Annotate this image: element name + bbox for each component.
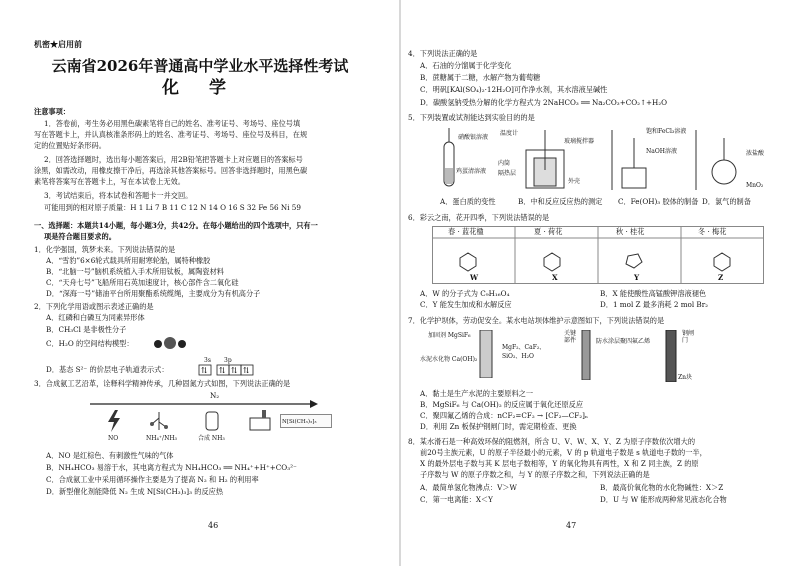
orbital-3s-label: 3s: [204, 357, 211, 364]
q2-option-c: C．H₂O 的空间结构模型：: [46, 339, 134, 348]
q5-label-fecl3: 饱和FeCl₃溶液: [646, 128, 687, 135]
page-number: 47: [566, 521, 577, 530]
q3-option-c: C．合成氨工业中采用循环操作主要是为了提高 N₂ 和 H₂ 的利用率: [46, 475, 259, 484]
page-number: 46: [208, 521, 219, 530]
q7-label-caoh2: 水泥水化物 Ca(OH)₂: [420, 356, 478, 363]
orbital-3p-label: 3p: [224, 357, 232, 364]
note-line: 1．答卷前，考生务必用黑色碳素笔将自己的姓名、准考证号、考场号、座位号填: [44, 119, 301, 128]
note-line: 2．回答选择题时，选出每小题答案后，用2B铅笔把答题卡上对应题目的答案标号: [44, 155, 303, 164]
q7-option-b: B．MgSiF₆ 与 Ca(OH)₂ 的反应属于氧化还原反应: [420, 400, 584, 409]
q5-label-mno2: MnO₂: [746, 182, 764, 189]
q4-option-d: D．碳酸氢钠受热分解的化学方程式为 2NaHCO₃ ══ Na₂CO₃+CO₂↑+H₂O: [420, 98, 668, 107]
confidential-stamp: 机密★启用前: [34, 39, 82, 49]
q7-label-mgsif6: 加固剂 MgSiF₆: [428, 332, 471, 339]
q5-option-b: B．中和反应反应热的测定: [518, 197, 603, 206]
molecule-x: X: [552, 273, 558, 282]
svg-text:⇅: ⇅: [219, 366, 226, 375]
q5-stem: 5．下列装置或试剂能达到实验目的的是: [408, 113, 535, 122]
fig-label-silyl: N[Si(CH₃)₃]₃: [282, 419, 317, 425]
molecule-y: Y: [634, 273, 640, 282]
q5-label-inner: 内筒: [498, 160, 511, 167]
subject-title: 化 学: [162, 78, 238, 98]
q1-option-a: A．“雪豹”6×6轮式载具所用耐寒轮胎，属特种橡胶: [46, 256, 211, 265]
q1-option-b: B．“北脑一号”脑机系统植入手术所用钛板，属陶瓷材料: [46, 267, 224, 276]
q8-line: 前20号主族元素，U 的原子半径最小的元素，V 的 p 轨道电子数是 s 轨道电子数的一半，: [420, 448, 707, 457]
q3-option-d: D．新型催化剂能降低 N₂ 生成 N[Si(CH₃)₃]₃ 的反应热: [46, 487, 224, 496]
key-part-icon: [580, 330, 592, 380]
fig-label-nh3: 合成 NH₃: [198, 435, 225, 442]
q5-label-thermometer: 温度计: [500, 130, 519, 137]
root-nodule-icon: [148, 410, 170, 432]
q4-option-c: C．明矾[KAl(SO₄)₂·12H₂O]可作净水剂，其水溶液呈碱性: [420, 85, 608, 94]
q3-arrow-label: N₂: [210, 391, 220, 400]
q5-option-a: A．蛋白质的变性: [440, 197, 496, 206]
section-heading: 一、选择题：本题共14小题，每小题3分，共42分。在每小题给出的四个选项中，只有一: [34, 221, 318, 230]
q6-option-d: D．1 mol Z 最多消耗 2 mol Br₂: [600, 300, 709, 309]
fig-label-nh4: NH₄⁺/NH₃: [146, 435, 177, 442]
q4-option-b: B．蔗糖属于二糖，水解产物为葡萄糖: [420, 73, 541, 82]
season-autumn: 秋 · 桂花: [616, 227, 645, 236]
svg-text:⇅: ⇅: [231, 366, 238, 375]
q6-option-b: B．X 能使酸性高锰酸钾溶液褪色: [600, 289, 707, 298]
q8-option-c: C．第一电离能：X＜Y: [420, 495, 493, 504]
q5-option-d: D．氯气的制备: [702, 197, 751, 206]
fig-label-no: NO: [108, 435, 119, 442]
q7-label-products: MgF₂、CaF₂、SiO₂、H₂O: [502, 344, 546, 360]
q8-option-a: A．最简单氢化物沸点：V＞W: [420, 483, 517, 492]
q2-option-d: D．基态 S²⁻ 的价层电子轨道表示式：: [46, 365, 169, 374]
note-line: 定的位置贴好条形码。: [34, 141, 106, 150]
factory-icon: [248, 408, 272, 432]
dam-wall-icon: [478, 330, 494, 378]
lightning-icon: [105, 410, 123, 432]
q5-label-insulation: 隔热层: [498, 170, 517, 177]
q7-label-gate: 钢闸门: [682, 330, 695, 344]
q5-label-agno3: 硝酸银溶液: [458, 134, 489, 141]
q5-label-naoh: NaOH溶液: [646, 148, 677, 155]
q3-option-b: B．NH₄HCO₃ 易溶于水，其电离方程式为 NH₄HCO₃ ══ NH₄⁺+H⁺+CO₃²⁻: [46, 463, 297, 472]
q5-label-hcl: 浓盐酸: [746, 150, 765, 157]
molecule-z: Z: [718, 273, 724, 282]
q2-stem: 2．下列化学用语或图示表述正确的是: [34, 302, 154, 311]
season-spring: 春 · 蓝花楹: [448, 227, 484, 236]
note-line: 写在答题卡上，并认真核准条形码上的姓名、准考证号、考场号、座位号及科目，在规: [34, 130, 308, 139]
season-summer: 夏 · 荷花: [534, 227, 563, 236]
q5-label-eggwhite: 鸡蛋清溶液: [456, 168, 487, 175]
atomic-masses: 可能用到的相对原子质量：H 1 Li 7 B 11 C 12 N 14 O 16 S 32 Fe 56 Ni 59: [44, 203, 301, 212]
q8-line: 子序数与 W 的原子序数之和，与 Y 的原子序数之和，下列说法正确的是: [420, 470, 650, 479]
q6-option-c: C．Y 能发生加成和水解反应: [420, 300, 512, 309]
q7-label-keypart: 关键部件: [564, 330, 577, 344]
q4-stem: 4．下列说法正确的是: [408, 49, 478, 58]
q6-option-a: A．W 的分子式为 C₉H₁₆O₄: [420, 289, 510, 298]
svg-text:⇅: ⇅: [201, 366, 208, 375]
q7-label-zn: Zn块: [678, 374, 693, 381]
q5-label-shell: 外壳: [568, 178, 581, 185]
q2-option-b: B．CH₃Cl 是非极性分子: [46, 325, 127, 334]
q2-option-a: A．红磷和白磷互为同素异形体: [46, 313, 145, 322]
q7-label-coating: 防水涂层聚四氟乙烯: [596, 338, 651, 345]
q8-option-d: D．U 与 W 能形成两种常见液态化合物: [600, 495, 727, 504]
svg-text:⇅: ⇅: [243, 366, 250, 375]
season-winter: 冬 · 梅花: [698, 227, 727, 236]
q7-option-d: D．利用 Zn 板保护钢闸门时，需定期检查、更换: [420, 422, 577, 431]
q4-option-a: A．石油的分馏属于化学变化: [420, 61, 512, 70]
q7-option-a: A．黏土是生产水泥的主要原料之一: [420, 389, 534, 398]
reactor-icon: [200, 410, 224, 432]
nitrogen-arrow-icon: [88, 399, 318, 409]
q5-option-c: C．Fe(OH)₃ 胶体的制备: [618, 197, 699, 206]
q6-stem: 6．彩云之南，花开四季，下列说法错误的是: [408, 213, 550, 222]
q7-stem: 7．化学护坝体，劳动促安全。某水电站坝体维护示意图如下，下列说法错误的是: [408, 316, 665, 325]
q8-line: X 的最外层电子数与其 K 层电子数相等，Y 的氧化物具有两性，X 和 Z 同主族，Z 的原: [420, 459, 699, 468]
molecule-w: W: [470, 273, 479, 282]
q5-label-stirrer: 玻璃搅拌器: [564, 138, 595, 145]
beaker-stand-icon: [608, 128, 654, 192]
q1-option-c: C．“天舟七号”飞船所用石英加速度计，核心部件含二氧化硅: [46, 278, 239, 287]
calorimeter-icon: [520, 130, 570, 192]
note-line: 素笔将答案写在答题卡上，写在本试卷上无效。: [34, 177, 185, 186]
q3-option-a: A．NO 是红棕色、有刺激性气味的气体: [46, 451, 174, 460]
q1-stem: 1．化学强国，筑梦未来。下列说法错误的是: [34, 245, 176, 254]
q1-option-d: D．“深海一号”储油平台所用聚酯系统缆绳，主要成分为有机高分子: [46, 289, 261, 298]
q7-option-c: C．聚四氟乙烯的合成：nCF₂=CF₂ → [CF₂—CF₂]ₙ: [420, 411, 588, 420]
exam-title: 云南省2026年普通高中学业水平选择性考试: [51, 57, 349, 75]
q8-line: 8．某水滑石是一种高效环保的阻燃剂，所含 U、V、W、X、Y、Z 为原子序数依次增大的: [408, 437, 696, 446]
note-line: 3．考试结束后，将本试卷和答题卡一并交回。: [44, 191, 193, 200]
notes-heading: 注意事项：: [34, 107, 70, 116]
steel-gate-icon: [664, 330, 678, 382]
orbital-diagram-icon: [198, 364, 254, 376]
q8-option-b: B．最高价氧化物的水化物碱性：X＞Z: [600, 483, 724, 492]
water-model-icon: [150, 336, 190, 350]
note-line: 涂黑，如需改动，用橡皮擦干净后，再选涂其他答案标号。回答非选择题时，用黑色碳: [34, 166, 308, 175]
q3-stem: 3．合成氨工艺沿革，诠释科学精神传承，几种固氮方式如图，下列说法正确的是: [34, 379, 291, 388]
section-heading-cont: 项是符合题目要求的。: [44, 232, 116, 241]
page-47: [400, 0, 800, 566]
